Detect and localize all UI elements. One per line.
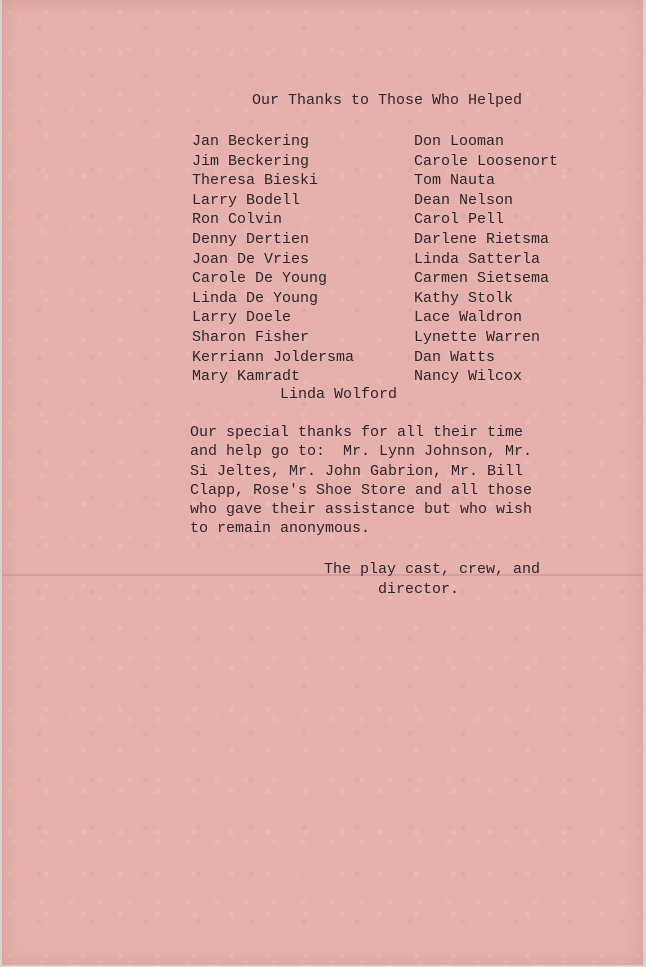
helper-name: Don Looman	[414, 133, 505, 150]
helper-name: Mary Kamradt	[192, 368, 301, 386]
helper-name: Joan De Vries	[192, 250, 310, 268]
helper-name: Kathy Stolk	[414, 289, 514, 307]
paper-fold	[2, 574, 643, 576]
page-title: Our Thanks to Those Who Helped	[252, 92, 523, 109]
helper-name-last: Linda Wolford	[280, 386, 398, 403]
helper-name: Nancy Wilcox	[414, 368, 523, 386]
helper-name: Linda De Young	[192, 289, 319, 307]
helper-name: Carole De Young	[192, 270, 328, 288]
helper-name: Carole Loosenort	[414, 152, 559, 170]
helper-name: Theresa Bieski	[192, 172, 319, 190]
helper-name: Larry Doele	[192, 309, 292, 327]
signoff: The play cast, crew, and director.	[324, 561, 541, 598]
helper-name: Larry Bodell	[192, 191, 301, 209]
helper-name: Sharon Fisher	[192, 328, 310, 346]
helper-name: Ron Colvin	[192, 211, 283, 229]
helper-name: Jan Beckering	[192, 133, 310, 150]
special-thanks-paragraph: Our special thanks for all their time and help go to: Mr. Lynn Johnson, Mr. Si Jeltes, Mr. John Gabrion, Mr. Bill Clapp, Rose's Shoe Store and all those who gave their assistance but who wish to remain anonymous.	[190, 424, 533, 538]
helper-name: Lace Waldron	[414, 309, 523, 327]
helper-name: Kerriann Joldersma	[192, 348, 355, 366]
helper-name: Lynette Warren	[414, 328, 541, 346]
helpers-list-left	[192, 132, 354, 387]
helper-name: Linda Satterla	[414, 250, 541, 268]
helpers-list-right	[414, 132, 558, 387]
helper-name: Carol Pell	[414, 211, 505, 229]
program-page	[2, 0, 643, 965]
helper-name: Dan Watts	[414, 348, 496, 366]
helper-name: Darlene Rietsma	[414, 230, 550, 248]
helper-name: Carmen Sietsema	[414, 270, 550, 288]
helper-name: Tom Nauta	[414, 172, 496, 190]
helper-name: Denny Dertien	[192, 230, 310, 248]
helper-name: Jim Beckering	[192, 152, 310, 170]
helper-name: Dean Nelson	[414, 191, 514, 209]
